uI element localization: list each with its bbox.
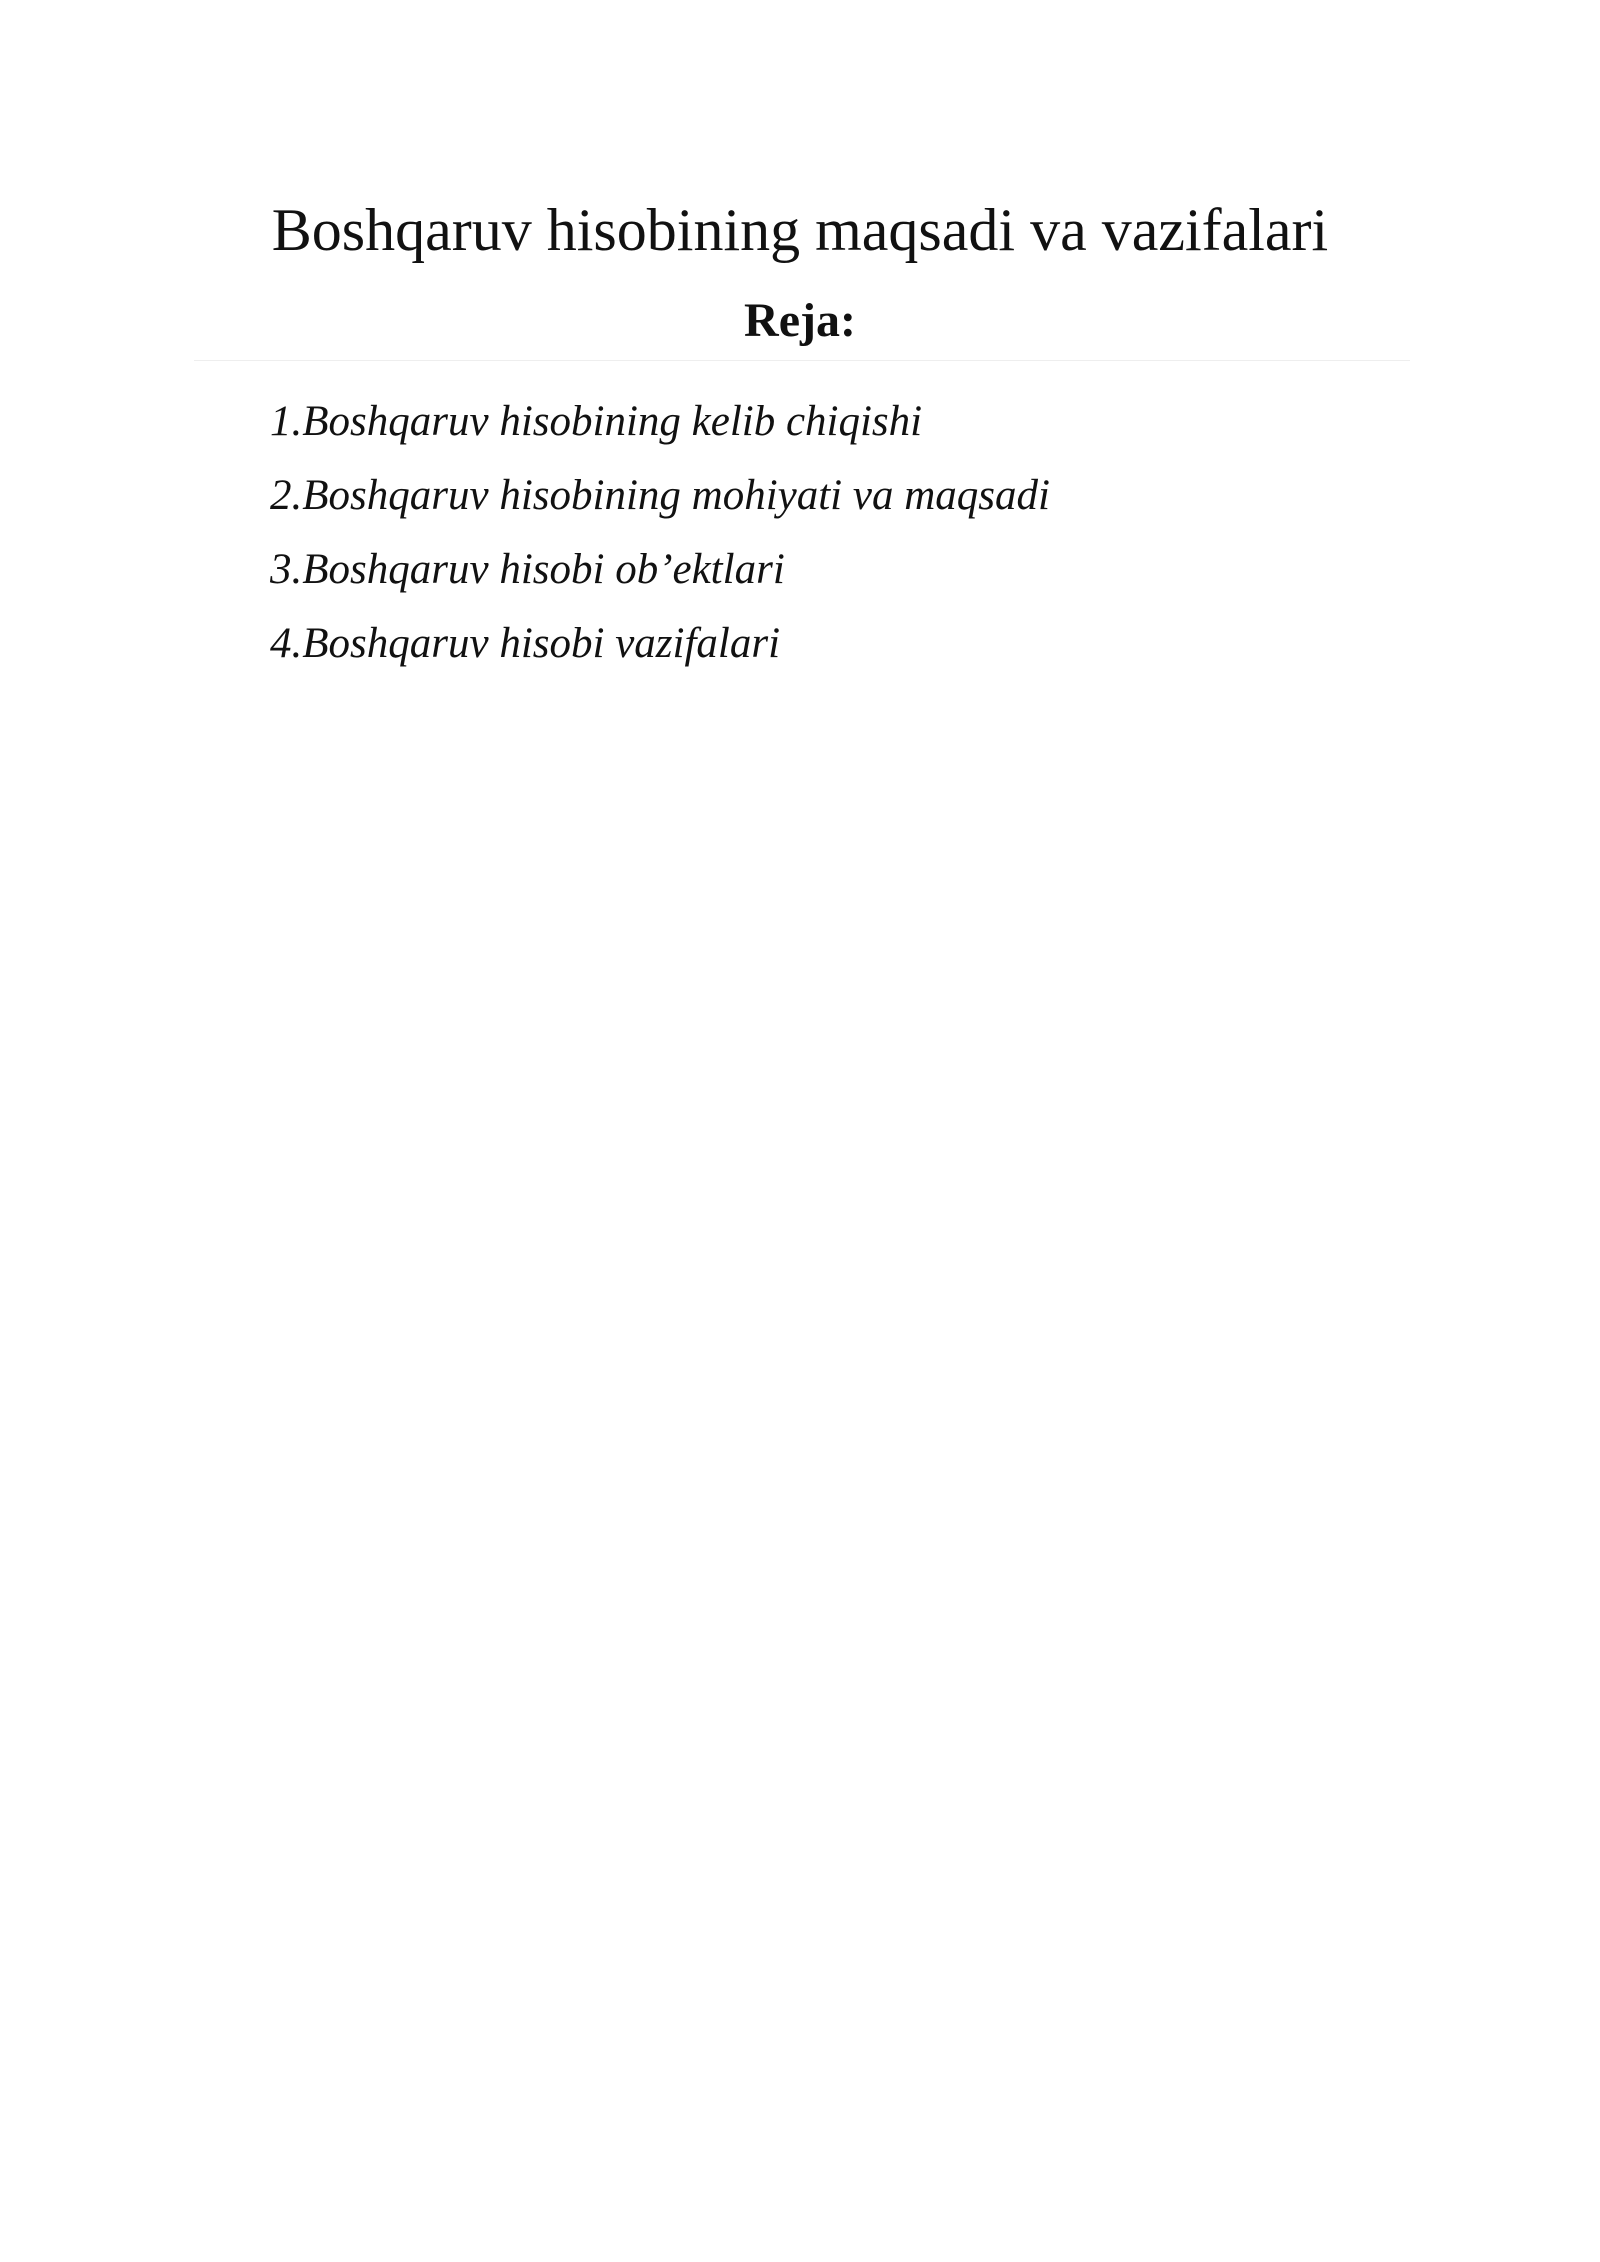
plan-item: 4.Boshqaruv hisobi vazifalari [270, 620, 781, 667]
document-title: Boshqaruv hisobining maqsadi va vazifalari [271, 197, 1329, 263]
plan-heading: Reja: [744, 294, 856, 347]
plan-item: 1.Boshqaruv hisobining kelib chiqishi [270, 398, 923, 445]
plan-item: 3.Boshqaruv hisobi ob’ektlari [270, 546, 785, 593]
heading-divider [194, 360, 1410, 361]
plan-item: 2.Boshqaruv hisobining mohiyati va maqsadi [270, 472, 1050, 519]
plan-list [270, 385, 1050, 681]
